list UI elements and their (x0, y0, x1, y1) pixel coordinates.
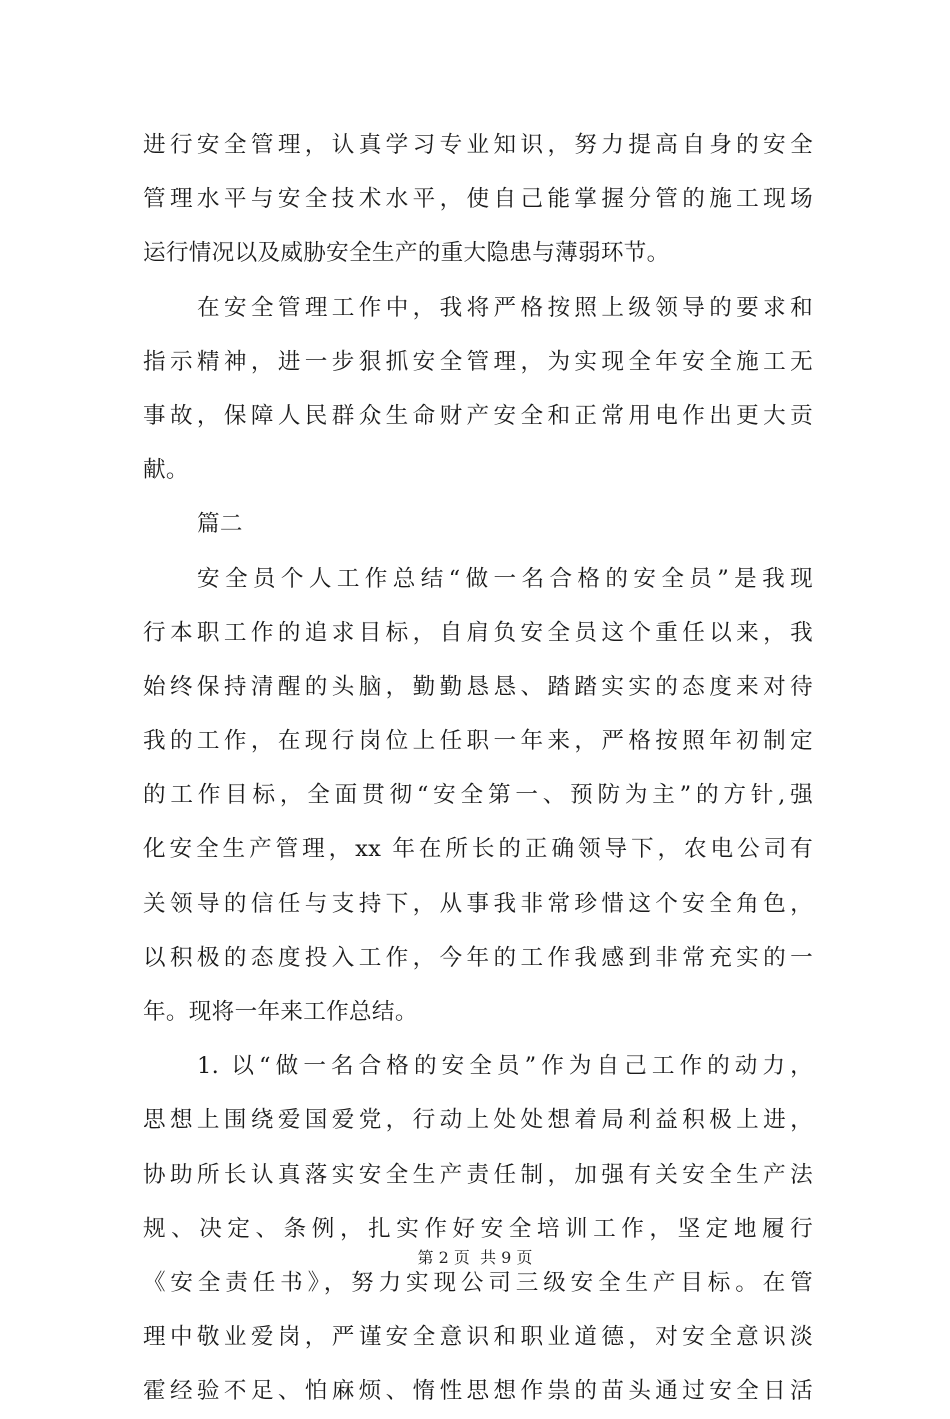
text-line: 化安全生产管理，xx 年在所长的正确领导下，农电公司有 (143, 836, 813, 863)
text-line: 《安全责任书》，努力实现公司三级安全生产目标。在管 (143, 1269, 813, 1296)
text-line: 以积极的态度投入工作，今年的工作我感到非常充实的一 (143, 944, 813, 971)
page-footer: 第 2 页 共 9 页 (417, 1248, 533, 1267)
text-line: 进行安全管理，认真学习专业知识，努力提高自身的安全 (143, 132, 813, 158)
text-line: 指示精神，进一步狠抓安全管理，为实现全年安全施工无 (143, 348, 813, 375)
text-line: 管理水平与安全技术水平，使自己能掌握分管的施工现场 (143, 186, 813, 213)
text-line: 安全员个人工作总结“做一名合格的安全员”是我现 (197, 565, 813, 592)
text-line: 思想上围绕爱国爱党，行动上处处想着局利益积极上进， (143, 1107, 813, 1134)
text-line: 理中敬业爱岗，严谨安全意识和职业道德，对安全意识淡 (143, 1324, 813, 1351)
text-line: 运行情况以及威胁安全生产的重大隐患与薄弱环节。 (143, 240, 670, 267)
text-line: 规、决定、条例，扎实作好安全培训工作，坚定地履行 (143, 1215, 813, 1242)
text-line: 行本职工作的追求目标，自肩负安全员这个重任以来，我 (143, 619, 813, 646)
document-body (143, 118, 813, 1419)
text-line: 献。 (143, 457, 189, 484)
text-line: 关领导的信任与支持下，从事我非常珍惜这个安全角色， (143, 890, 813, 917)
text-line: 在安全管理工作中，我将严格按照上级领导的要求和 (197, 294, 813, 321)
text-line: 年。现将一年来工作总结。 (143, 999, 418, 1025)
text-line: 1. 以“做一名合格的安全员”作为自己工作的动力， (197, 1053, 813, 1080)
text-line: 协助所长认真落实安全生产责任制，加强有关安全生产法 (143, 1161, 813, 1188)
text-line: 始终保持清醒的头脑，勤勤恳恳、踏踏实实的态度来对待 (143, 673, 813, 700)
text-line: 我的工作，在现行岗位上任职一年来，严格按照年初制定 (143, 728, 813, 755)
text-line: 的工作目标，全面贯彻“安全第一、预防为主”的方针,强 (143, 782, 813, 809)
text-line: 霍经验不足、怕麻烦、惰性思想作祟的苗头通过安全日活 (143, 1378, 813, 1405)
text-line: 事故，保障人民群众生命财产安全和正常用电作出更大贡 (143, 402, 813, 429)
text-line: 篇二 (197, 511, 243, 538)
